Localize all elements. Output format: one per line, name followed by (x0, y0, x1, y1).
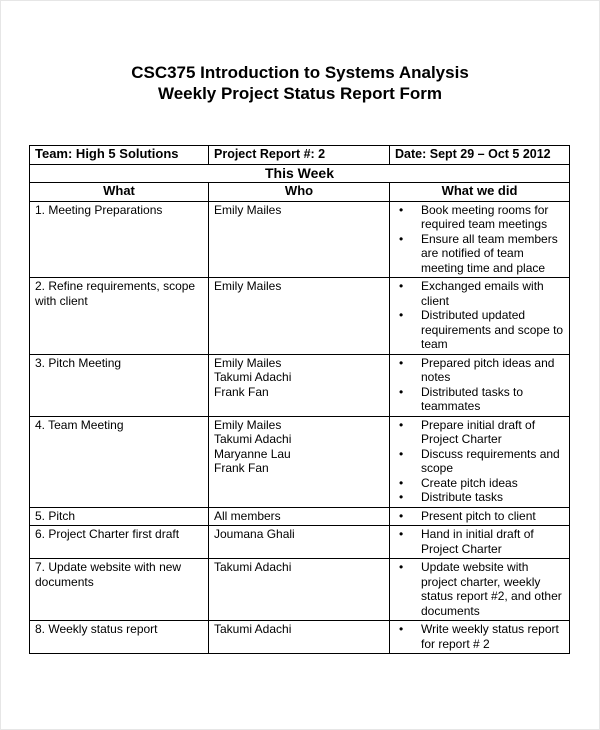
what-we-did-cell (390, 201, 570, 278)
member-name: Maryanne Lau (214, 446, 291, 461)
activity-item: • Present pitch to client (421, 509, 564, 524)
member-name: Emily Mailes (214, 202, 282, 217)
activity-item: • Prepared pitch ideas and notes (421, 356, 564, 385)
section-title: This Week (30, 164, 570, 183)
status-report-table (29, 145, 570, 654)
table-row (30, 621, 570, 654)
what-we-did-cell (390, 354, 570, 416)
what-cell: 4. Team Meeting (30, 416, 209, 507)
activity-item: • Write weekly status report for report # 2 (421, 622, 564, 651)
what-we-did-cell (390, 507, 570, 526)
activity-item: • Distributed tasks to teammates (421, 385, 564, 414)
what-cell: 1. Meeting Preparations (30, 201, 209, 278)
table-row (30, 354, 570, 416)
member-name: Takumi Adachi (214, 560, 292, 574)
what-cell: 8. Weekly status report (30, 621, 209, 654)
what-cell: 6. Project Charter first draft (30, 526, 209, 559)
activity-item: • Discuss requirements and scope (421, 447, 564, 476)
activity-item: • Hand in initial draft of Project Charter (421, 527, 564, 556)
member-name: Emily Mailes (214, 279, 282, 293)
activity-item: • Create pitch ideas (421, 476, 564, 491)
title-line-1: CSC375 Introduction to Systems Analysis (131, 63, 469, 82)
column-header-what-we-did: What we did (390, 183, 570, 202)
activity-list (395, 560, 564, 618)
member-name: Joumana Ghali (214, 527, 295, 541)
activity-list (395, 279, 564, 352)
who-cell (209, 507, 390, 526)
table-row (30, 507, 570, 526)
activity-item: • Exchanged emails with client (421, 279, 564, 308)
activity-item: • Prepare initial draft of Project Charter (421, 418, 564, 447)
member-name: Frank Fan (214, 461, 269, 475)
activity-item: • Distribute tasks (421, 490, 564, 505)
what-we-did-cell (390, 278, 570, 355)
activity-item: • Distributed updated requirements and scope to team (421, 308, 564, 352)
who-cell (209, 278, 390, 355)
team-cell: Team: High 5 Solutions (30, 146, 209, 165)
table-row (30, 201, 570, 278)
table-row (30, 416, 570, 507)
column-header-what: What (30, 183, 209, 202)
activity-item: • Book meeting rooms for required team meetings (421, 203, 564, 232)
what-we-did-cell (390, 526, 570, 559)
table-row (30, 278, 570, 355)
who-cell (209, 559, 390, 621)
member-name: Takumi Adachi (214, 622, 292, 636)
member-name: Takumi Adachi (214, 432, 292, 446)
activity-item: • Update website with project charter, weekly status report #2, and other documents (421, 560, 564, 618)
what-we-did-cell (390, 621, 570, 654)
member-name: Takumi Adachi (214, 370, 292, 384)
table-body (30, 201, 570, 654)
document-title (0, 62, 600, 104)
member-name: Frank Fan (214, 384, 269, 399)
activity-list (395, 527, 564, 556)
who-cell (209, 526, 390, 559)
member-name: All members (214, 508, 281, 523)
who-cell (209, 354, 390, 416)
who-cell (209, 621, 390, 654)
what-cell: 2. Refine requirements, scope with client (30, 278, 209, 355)
date-cell: Date: Sept 29 – Oct 5 2012 (390, 146, 570, 165)
header-row (30, 146, 570, 165)
activity-list (395, 356, 564, 414)
activity-list (395, 418, 564, 505)
what-cell: 5. Pitch (30, 507, 209, 526)
what-we-did-cell (390, 416, 570, 507)
who-cell (209, 416, 390, 507)
activity-list (395, 203, 564, 276)
title-line-2: Weekly Project Status Report Form (157, 84, 443, 103)
what-we-did-cell (390, 559, 570, 621)
member-name: Emily Mailes (214, 417, 282, 432)
column-header-row (30, 183, 570, 202)
table-row (30, 526, 570, 559)
activity-list (395, 622, 564, 651)
who-cell (209, 201, 390, 278)
report-number-cell: Project Report #: 2 (209, 146, 390, 165)
activity-item: • Ensure all team members are notified of team meeting time and place (421, 232, 564, 276)
activity-list (395, 509, 564, 524)
table-row (30, 559, 570, 621)
member-name: Emily Mailes (214, 355, 282, 370)
what-cell: 3. Pitch Meeting (30, 354, 209, 416)
section-row (30, 164, 570, 183)
what-cell: 7. Update website with new documents (30, 559, 209, 621)
column-header-who: Who (209, 183, 390, 202)
